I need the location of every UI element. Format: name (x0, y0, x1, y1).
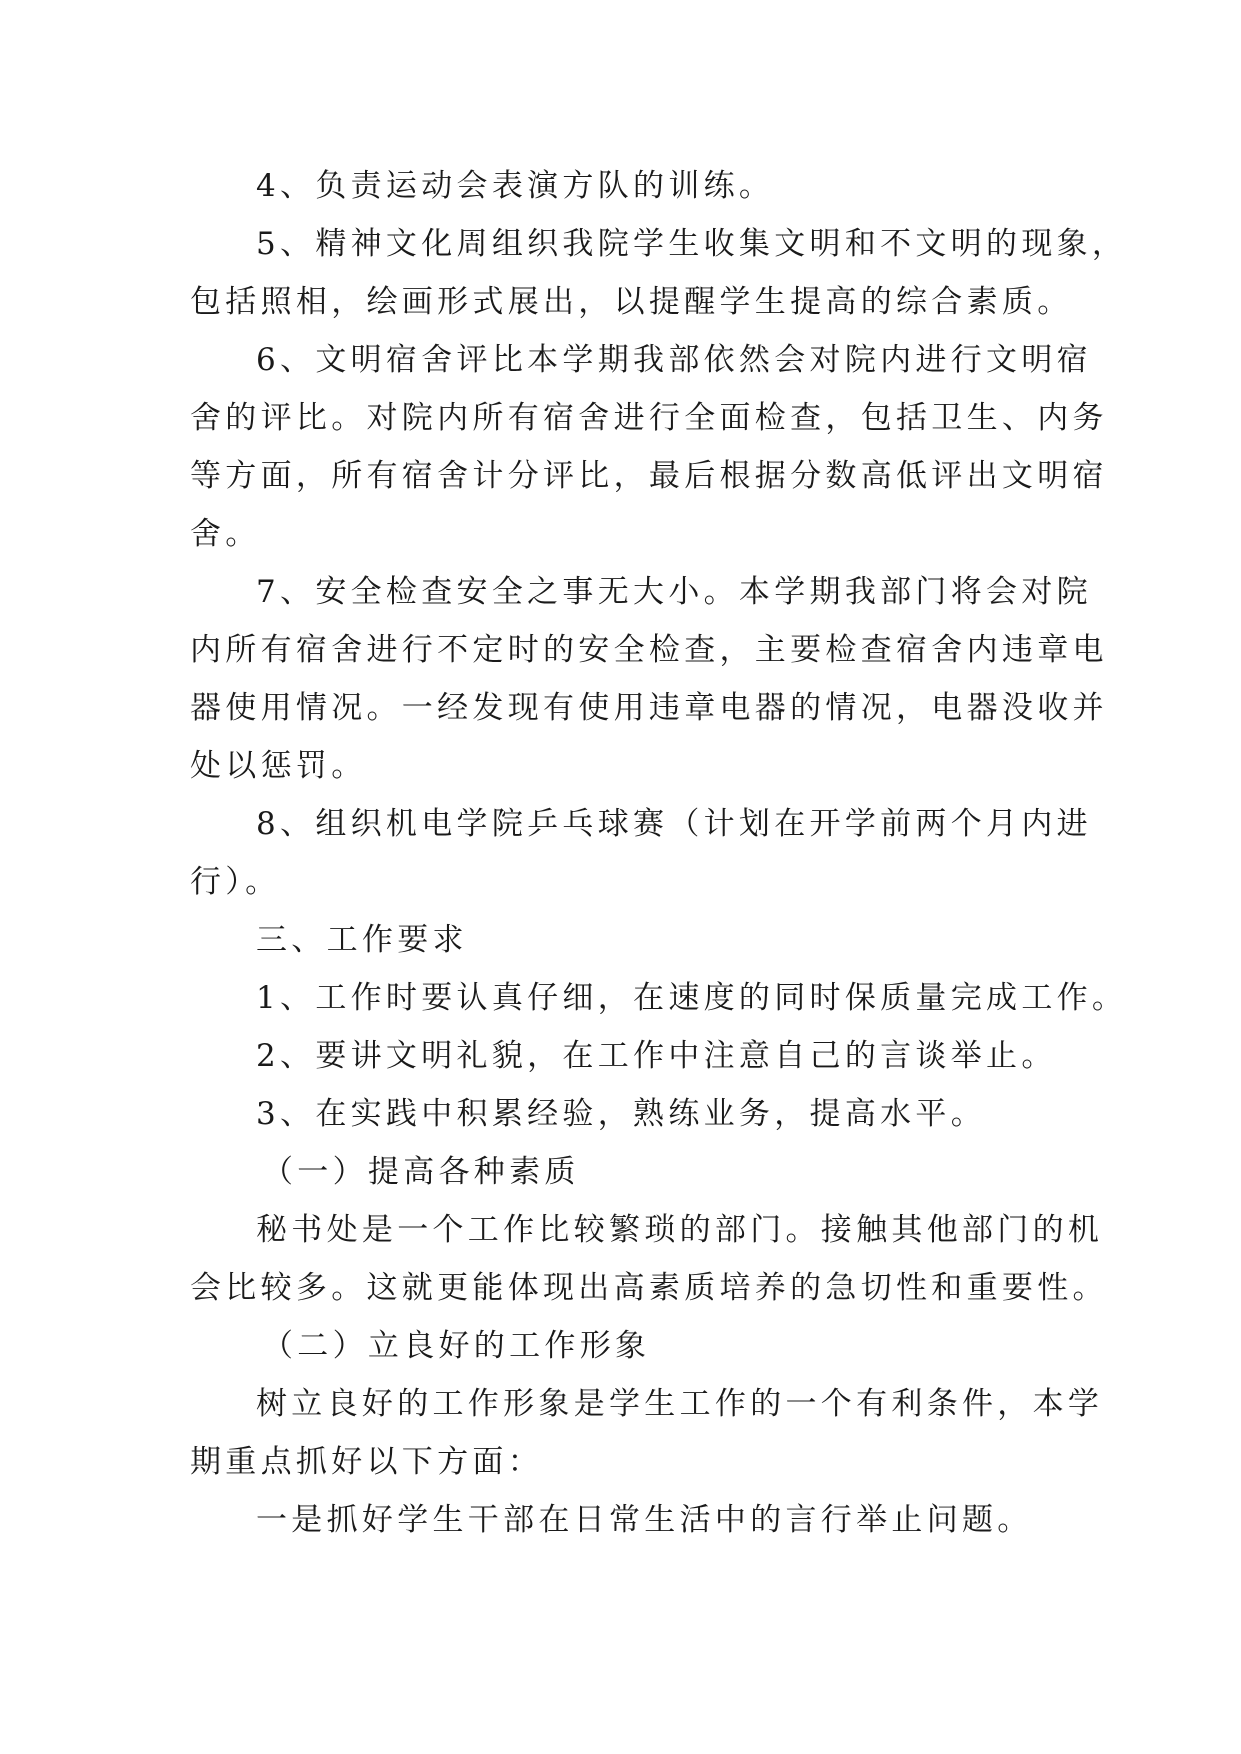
paragraph-line: 7、安全检查安全之事无大小。本学期我部门将会对院 (256, 574, 1092, 610)
paragraph-line: 舍的评比。对院内所有宿舍进行全面检查，包括卫生、内务 (190, 400, 1108, 436)
paragraph-line: 5、精神文化周组织我院学生收集文明和不文明的现象， (256, 226, 1128, 262)
subsection-heading: （一）提高各种素质 (262, 1154, 580, 1190)
paragraph-line: 8、组织机电学院乒乓球赛（计划在开学前两个月内进 (256, 806, 1092, 842)
paragraph-line: 秘书处是一个工作比较繁琐的部门。接触其他部门的机 (256, 1212, 1104, 1248)
paragraph-line: 2、要讲文明礼貌，在工作中注意自己的言谈举止。 (256, 1038, 1057, 1074)
section-heading: 三、工作要求 (256, 922, 468, 958)
paragraph-line: 处以惩罚。 (190, 748, 367, 784)
paragraph-line: 期重点抓好以下方面： (190, 1444, 543, 1480)
paragraph-line: 包括照相，绘画形式展出，以提醒学生提高的综合素质。 (190, 284, 1073, 320)
subsection-heading: （二）立良好的工作形象 (262, 1328, 651, 1364)
paragraph-line: 3、在实践中积累经验，熟练业务，提高水平。 (256, 1096, 987, 1132)
paragraph-line: 行）。 (190, 864, 281, 900)
paragraph-line: 6、文明宿舍评比本学期我部依然会对院内进行文明宿 (256, 342, 1092, 378)
paragraph-line: 一是抓好学生干部在日常生活中的言行举止问题。 (256, 1502, 1033, 1538)
paragraph-line: 舍。 (190, 516, 261, 552)
paragraph-line: 器使用情况。一经发现有使用违章电器的情况，电器没收并 (190, 690, 1108, 726)
paragraph-line: 1、工作时要认真仔细，在速度的同时保质量完成工作。 (256, 980, 1128, 1016)
paragraph-line: 内所有宿舍进行不定时的安全检查，主要检查宿舍内违章电 (190, 632, 1108, 668)
paragraph-line: 树立良好的工作形象是学生工作的一个有利条件，本学 (256, 1386, 1104, 1422)
paragraph-line: 4、负责运动会表演方队的训练。 (256, 168, 775, 204)
paragraph-line: 等方面，所有宿舍计分评比，最后根据分数高低评出文明宿 (190, 458, 1108, 494)
paragraph-line: 会比较多。这就更能体现出高素质培养的急切性和重要性。 (190, 1270, 1108, 1306)
